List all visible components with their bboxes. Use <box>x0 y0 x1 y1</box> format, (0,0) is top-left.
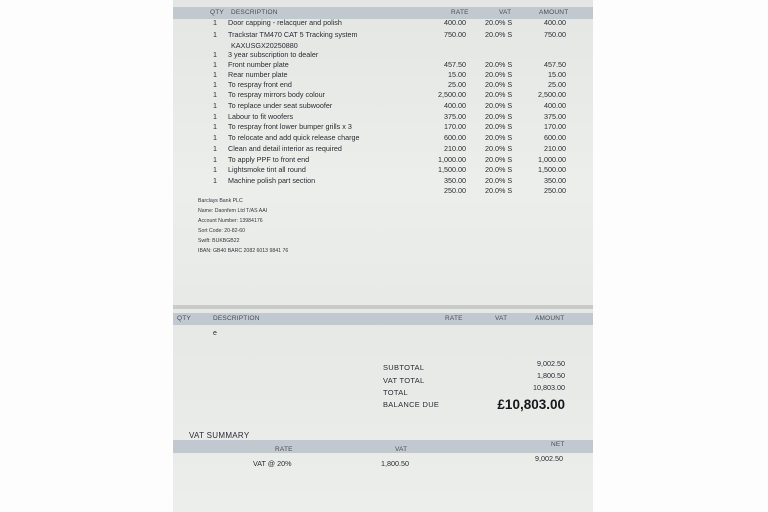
item-description: Labour to fit woofers <box>228 112 294 121</box>
item-rate: 1,500.00 <box>438 165 466 174</box>
item-rate: 400.00 <box>444 101 466 110</box>
item-description: To apply PPF to front end <box>228 155 310 164</box>
item-description: To respray front lower bumper grills x 3 <box>228 122 352 131</box>
item-amount: 400.00 <box>544 101 566 110</box>
item-rate: 210.00 <box>444 144 466 153</box>
table-row <box>173 90 593 100</box>
item-rate: 350.00 <box>444 176 466 185</box>
item-description: Clean and detail interior as required <box>228 144 342 153</box>
item-rate: 1,000.00 <box>438 155 466 164</box>
bank-line: Swift: BUKBGB22 <box>198 238 240 244</box>
item-rate: 170.00 <box>444 122 466 131</box>
item-vat: 20.0% S <box>485 186 513 195</box>
balance-due-label: BALANCE DUE <box>383 400 440 409</box>
item-rate: 2,500.00 <box>438 90 466 99</box>
item-amount: 250.00 <box>544 186 566 195</box>
item-vat: 20.0% S <box>485 18 513 27</box>
item-amount: 170.00 <box>544 122 566 131</box>
vat-summary-row <box>173 454 593 469</box>
item-description: To respray front end <box>228 80 292 89</box>
item-amount: 210.00 <box>544 144 566 153</box>
item-vat: 20.0% S <box>485 112 513 121</box>
item-amount: 2,500.00 <box>538 90 566 99</box>
item-qty: 1 <box>213 144 217 153</box>
table-row <box>173 186 593 196</box>
vat-summary-rate-header: RATE <box>275 446 293 453</box>
vat-summary-header <box>173 440 593 453</box>
item-rate: 600.00 <box>444 133 466 142</box>
vat-total-value: 1,800.50 <box>537 371 565 380</box>
bank-line: Sort Code: 20-82-60 <box>198 228 246 234</box>
item-description: Lightsmoke tint all round <box>228 165 306 174</box>
item-qty: 1 <box>213 133 217 142</box>
item-vat: 20.0% S <box>485 165 513 174</box>
item-rate: 15.00 <box>448 70 466 79</box>
vat-summary-vat-header: VAT <box>395 446 408 453</box>
item-vat: 20.0% S <box>485 90 513 99</box>
item-amount: 457.50 <box>544 60 566 69</box>
bank-line: Barclays Bank PLC <box>198 198 243 204</box>
bank-line: Account Number: 13984176 <box>198 218 263 224</box>
table-row <box>173 60 593 70</box>
vat-summary-net: 9,002.50 <box>535 454 563 463</box>
item-amount: 350.00 <box>544 176 566 185</box>
item-description: Machine polish part section <box>228 176 316 185</box>
table-row <box>173 133 593 143</box>
bank-line: Name: Daonfern Ltd T/AS AAI <box>198 208 268 214</box>
header-qty: QTY <box>210 9 224 16</box>
table-row <box>173 30 593 40</box>
item-qty: 1 <box>213 165 217 174</box>
item-description: 3 year subscription to dealer <box>228 50 319 59</box>
table-row <box>173 80 593 90</box>
item-amount: 25.00 <box>548 80 566 89</box>
header-vat: VAT <box>495 315 508 322</box>
item-amount: 15.00 <box>548 70 566 79</box>
item-rate: 25.00 <box>448 80 466 89</box>
item-vat: 20.0% S <box>485 70 513 79</box>
item-qty: 1 <box>213 122 217 131</box>
table-row <box>173 101 593 111</box>
item-amount: 1,500.00 <box>538 165 566 174</box>
item-description: To replace under seat subwoofer <box>228 101 333 110</box>
item-vat: 20.0% S <box>485 60 513 69</box>
item-qty: 1 <box>213 90 217 99</box>
table-row <box>173 70 593 80</box>
item-qty: 1 <box>213 155 217 164</box>
item-qty: 1 <box>213 112 217 121</box>
item-description: To relocate and add quick release charge <box>228 133 360 142</box>
table-row <box>173 155 593 165</box>
vat-summary-vat: 1,800.50 <box>381 459 409 468</box>
item-amount: 375.00 <box>544 112 566 121</box>
item-qty: 1 <box>213 50 217 59</box>
item-vat: 20.0% S <box>485 122 513 131</box>
item-vat: 20.0% S <box>485 133 513 142</box>
item-amount: 750.00 <box>544 30 566 39</box>
item-qty: 1 <box>213 176 217 185</box>
vat-summary-rate: VAT @ 20% <box>253 459 292 468</box>
item-description: Door capping - relacquer and polish <box>228 18 342 27</box>
header-amount: AMOUNT <box>535 315 565 322</box>
item-marker: e <box>213 330 217 337</box>
item-vat: 20.0% S <box>485 144 513 153</box>
vat-summary-title: VAT SUMMARY <box>189 431 250 440</box>
header-rate: RATE <box>445 315 463 322</box>
item-vat: 20.0% S <box>485 80 513 89</box>
vat-summary-net-header: NET <box>551 441 565 448</box>
item-amount: 600.00 <box>544 133 566 142</box>
header-rate: RATE <box>451 9 469 16</box>
subtotal-label: SUBTOTAL <box>383 363 425 372</box>
header-qty: QTY <box>177 315 191 322</box>
table-row <box>173 165 593 175</box>
table-row <box>173 122 593 132</box>
description-continuation: KAXUSGX20250880 <box>231 41 298 50</box>
item-description: Trackstar TM470 CAT 5 Tracking system <box>228 30 358 39</box>
item-qty: 1 <box>213 60 217 69</box>
total-label: TOTAL <box>383 388 408 397</box>
item-qty: 1 <box>213 70 217 79</box>
item-rate: 375.00 <box>444 112 466 121</box>
invoice-page-1 <box>173 0 593 306</box>
header-vat: VAT <box>499 9 512 16</box>
item-description: Rear number plate <box>228 70 288 79</box>
item-amount: 1,000.00 <box>538 155 566 164</box>
vat-total-label: VAT TOTAL <box>383 376 425 385</box>
item-qty: 1 <box>213 80 217 89</box>
item-amount: 400.00 <box>544 18 566 27</box>
item-description: To respray mirrors body colour <box>228 90 326 99</box>
item-rate: 400.00 <box>444 18 466 27</box>
table-row <box>173 50 593 60</box>
item-vat: 20.0% S <box>485 176 513 185</box>
item-qty: 1 <box>213 18 217 27</box>
header-description: DESCRIPTION <box>213 315 260 322</box>
invoice-page-2 <box>173 309 593 512</box>
total-value: 10,803.00 <box>533 383 565 392</box>
header-amount: AMOUNT <box>539 9 569 16</box>
item-description: Front number plate <box>228 60 289 69</box>
item-qty: 1 <box>213 30 217 39</box>
bank-line: IBAN: GB40 BARC 2082 6013 9841 76 <box>198 248 289 254</box>
item-vat: 20.0% S <box>485 101 513 110</box>
item-rate: 750.00 <box>444 30 466 39</box>
table-row <box>173 176 593 186</box>
table-row <box>173 144 593 154</box>
subtotal-value: 9,002.50 <box>537 359 565 368</box>
item-qty: 1 <box>213 101 217 110</box>
item-rate: 250.00 <box>444 186 466 195</box>
table-row <box>173 112 593 122</box>
header-description: DESCRIPTION <box>231 9 278 16</box>
table-header <box>173 313 593 325</box>
item-rate: 457.50 <box>444 60 466 69</box>
item-vat: 20.0% S <box>485 155 513 164</box>
item-vat: 20.0% S <box>485 30 513 39</box>
table-row <box>173 18 593 28</box>
balance-due-value: £10,803.00 <box>497 397 565 412</box>
